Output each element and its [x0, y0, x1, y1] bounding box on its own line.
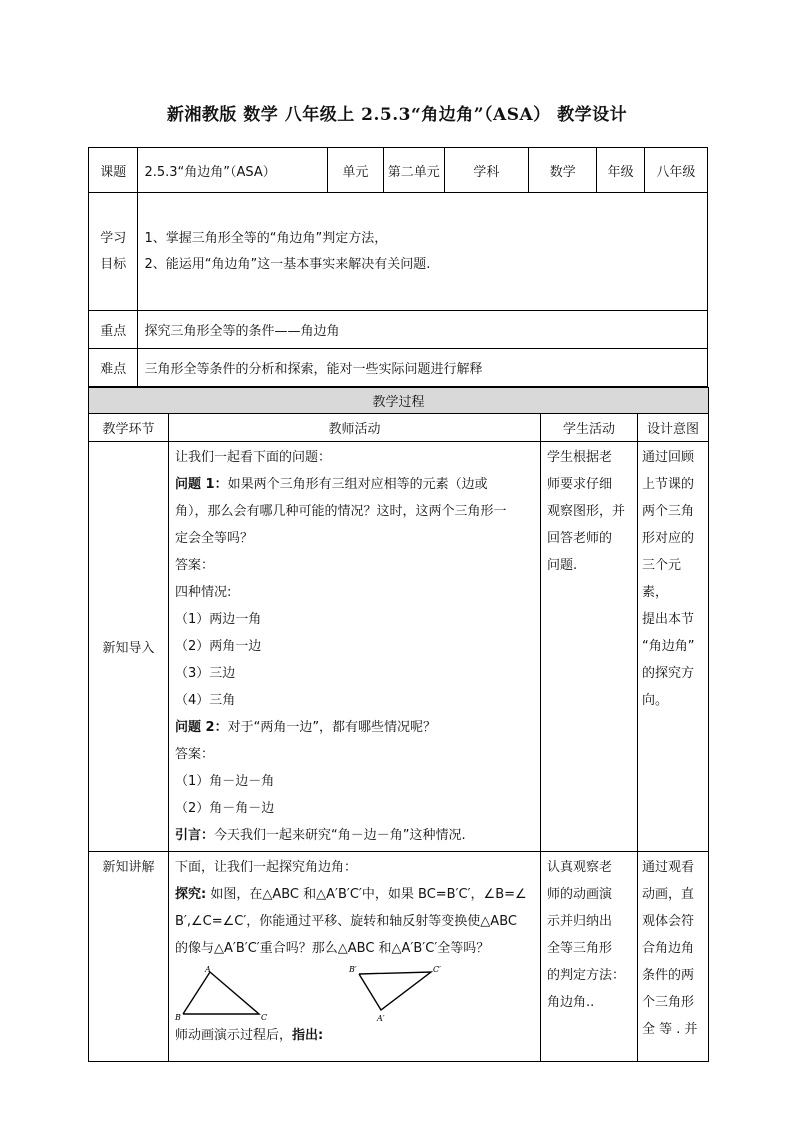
vertex-a-label: A: [205, 965, 211, 974]
subject-value: 数学: [528, 148, 596, 193]
student-activity-intro: 学生根据老 师要求仔细 观察图形，并 回答老师的 问题.: [541, 442, 638, 852]
teacher-activity-explain: 下面，让我们一起探究角边角： 探究: 如图，在△ABC 和△A′B′C′中，如果 BC=B′C′，∠B=∠ B′,∠C=∠C′，你能通过平移、旋转和轴反射等变换使△ABC 的像与△A′B′C′重合吗？那么△ABC 和△A′B′C′全等吗？ A B C B′ C′ A′ 师动画演示过程后，指出:: [169, 852, 541, 1062]
goals-content: [138, 193, 708, 311]
unit-label: 单元: [327, 148, 383, 193]
difficulty-label: 难点: [89, 349, 138, 387]
student-activity-explain: 认真观察老 师的动画演 示并归纳出 全等三角形 的判定方法： 角边角..: [541, 852, 638, 1062]
col-intent-header: 设计意图: [638, 414, 709, 442]
header-table: [88, 147, 708, 387]
course-label: 课题: [89, 148, 138, 193]
unit-value: 第二单元: [383, 148, 444, 193]
grade-value: 八年级: [644, 148, 707, 193]
key-point-text: 探究三角形全等的条件——角边角: [138, 311, 708, 349]
subject-label: 学科: [444, 148, 528, 193]
process-title: 教学过程: [89, 388, 709, 414]
triangle-figures: [175, 962, 534, 1022]
course-value: 2.5.3“角边角”（ASA）: [138, 148, 327, 193]
col-student-header: 学生活动: [541, 414, 638, 442]
page-title: 新湘教版 数学 八年级上 2.5.3“角边角”（ASA） 教学设计: [166, 105, 628, 125]
grade-label: 年级: [597, 148, 644, 193]
goal-item: 2、能运用“角边角”这一基本事实来解决有关问题.: [144, 256, 431, 272]
stage-explain: 新知讲解: [89, 852, 169, 1062]
vertex-c-prime-label: C′: [433, 965, 441, 974]
vertex-b-label: B: [175, 1013, 181, 1022]
triangle-abc: [175, 965, 267, 1022]
vertex-b-prime-label: B′: [349, 965, 357, 974]
teacher-activity-intro: 让我们一起看下面的问题： 问题 1：如果两个三角形有三组对应相等的元素（边或 角），那么会有哪几种可能的情况？这时，这两个三角形一 定会全等吗？ 答案： 四种情况: （1）两边一角 （2）两角一边 （3）三边 （4）三角 问题 2：对于“两角一边”，都有哪些情况呢？ 答案： （1）角－边－角 （2）角－角－边 引言：今天我们一起来研究“角－边－角”这种情况.: [169, 442, 541, 852]
col-teacher-header: 教师活动: [169, 414, 541, 442]
col-stage-header: 教学环节: [89, 414, 169, 442]
goal-item: 1、掌握三角形全等的“角边角”判定方法，: [144, 230, 388, 246]
vertex-c-label: C: [261, 1013, 268, 1022]
triangle-abc-prime: [348, 965, 441, 1023]
key-point-label: 重点: [89, 311, 138, 349]
goals-label: 学习 目标: [89, 193, 138, 311]
stage-intro: 新知导入: [89, 442, 169, 852]
difficulty-text: 三角形全等条件的分析和探索，能对一些实际问题进行解释: [138, 349, 708, 387]
vertex-a-prime-label: A′: [377, 1014, 385, 1023]
process-table: [88, 387, 709, 1062]
design-intent-intro: 通过回顾 上节课的 两个三角 形对应的 三个元素， 提出本节 “角边角” 的探究方 向。: [638, 442, 709, 852]
design-intent-explain: 通过观看 动画，直 观体会符 合角边角 条件的两 个三角形 全 等 . 并: [638, 852, 709, 1062]
